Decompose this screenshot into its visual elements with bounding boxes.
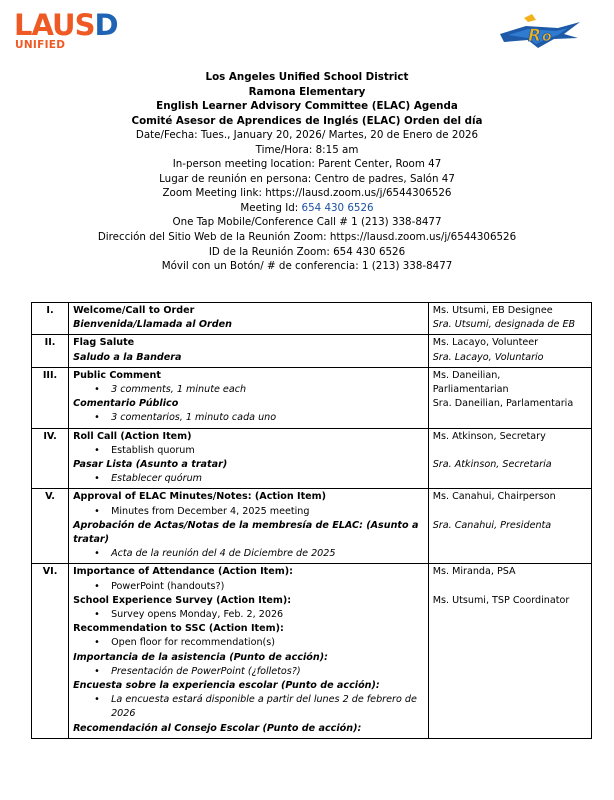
meeting-id-label: Meeting Id: bbox=[240, 201, 302, 214]
item-title-es: Saludo a la Bandera bbox=[73, 351, 182, 363]
logo-text-lau: LAU bbox=[14, 8, 75, 42]
item-title-ssc-es: Recomendación al Consejo Escolar (Punto de acción): bbox=[73, 722, 362, 734]
logo-text-s: S bbox=[74, 8, 95, 42]
meeting-time: Time/Hora: 8:15 am bbox=[255, 143, 359, 156]
svg-text:o: o bbox=[542, 29, 552, 45]
item-description bbox=[69, 303, 429, 335]
meeting-id bbox=[0, 201, 614, 216]
item-description bbox=[69, 367, 429, 428]
agenda-title-en: English Learner Advisory Committee (ELAC) Agenda bbox=[156, 100, 458, 113]
meeting-date: Date/Fecha: Tues., January 20, 2026/ Martes, 20 de Enero de 2026 bbox=[135, 129, 479, 142]
item-number: V. bbox=[32, 489, 69, 564]
agenda-row-1 bbox=[32, 303, 592, 335]
item-title-survey-es: Encuesta sobre la experiencia escolar (Punto de acción): bbox=[73, 680, 380, 692]
item-title-en: Welcome/Call to Order bbox=[73, 305, 195, 316]
agenda-table bbox=[31, 302, 592, 739]
presenter-es: Sra. Canahui, Presidenta bbox=[432, 519, 552, 531]
presenter-es: Sra. Utsumi, designada de EB bbox=[432, 319, 576, 331]
zoom-link[interactable]: Zoom Meeting link: https://lausd.zoom.us/j/6544306526 bbox=[162, 187, 452, 200]
svg-text:R: R bbox=[528, 26, 542, 46]
item-bullet-es: • Acta de la reunión del 4 de Diciembre de 2025 bbox=[111, 547, 424, 561]
item-bullet-en: • 3 comments, 1 minute each bbox=[111, 383, 424, 397]
presenter-1: Ms. Miranda, PSA bbox=[432, 566, 516, 578]
logo-text-unified: UNIFIED bbox=[15, 39, 66, 51]
item-title-en: Roll Call (Action Item) bbox=[73, 430, 192, 442]
agenda-row-6 bbox=[32, 564, 592, 738]
presenter-en: Ms. Utsumi, EB Designee bbox=[432, 305, 553, 316]
item-title-attendance: Importance of Attendance (Action Item): bbox=[73, 566, 293, 578]
item-title-es: Bienvenida/Llamada al Orden bbox=[73, 319, 232, 331]
one-tap-mobile: One Tap Mobile/Conference Call # 1 (213) 338-8477 bbox=[172, 216, 442, 229]
item-description bbox=[69, 428, 429, 489]
presenter-en: Ms. Atkinson, Secretary bbox=[432, 430, 546, 442]
item-number: IV. bbox=[32, 428, 69, 489]
meeting-id-es: ID de la Reunión Zoom: 654 430 6526 bbox=[208, 245, 406, 258]
item-number: VI. bbox=[32, 564, 69, 738]
agenda-row-5 bbox=[32, 489, 592, 564]
item-bullet-en: • Establish quorum bbox=[111, 444, 424, 458]
agenda-row-3 bbox=[32, 367, 592, 428]
item-number: I. bbox=[32, 303, 69, 335]
item-title-en: Flag Salute bbox=[73, 337, 135, 349]
lausd-unified-logo bbox=[14, 10, 122, 52]
item-bullet-attendance-es: • Presentación de PowerPoint (¿folletos?) bbox=[111, 665, 424, 679]
item-presenter bbox=[428, 564, 591, 738]
presenter-2: Ms. Utsumi, TSP Coordinator bbox=[432, 594, 570, 606]
item-bullet-es: • 3 comentarios, 1 minuto cada uno bbox=[111, 411, 424, 425]
item-bullet-attendance: • PowerPoint (handouts?) bbox=[111, 580, 424, 594]
location-en: In-person meeting location: Parent Center, Room 47 bbox=[172, 158, 442, 171]
presenter-en-line1: Ms. Daneilian, bbox=[432, 369, 501, 381]
item-title-ssc: Recommendation to SSC (Action Item): bbox=[73, 623, 284, 635]
presenter-en: Ms. Canahui, Chairperson bbox=[432, 491, 556, 503]
agenda-row-4 bbox=[32, 428, 592, 489]
item-presenter bbox=[428, 367, 591, 428]
school-name: Ramona Elementary bbox=[248, 85, 366, 98]
item-title-es: Comentario Público bbox=[73, 398, 179, 410]
item-number: III. bbox=[32, 367, 69, 428]
item-presenter bbox=[428, 428, 591, 489]
one-tap-mobile-es: Móvil con un Botón/ # de conferencia: 1 (213) 338-8477 bbox=[161, 260, 453, 273]
presenter-es: Sra. Daneilian, Parlamentaria bbox=[432, 398, 574, 410]
presenter-en-line2: Parliamentarian bbox=[432, 384, 509, 396]
item-title-attendance-es: Importancia de la asistencia (Punto de acción): bbox=[73, 651, 328, 663]
item-title-survey: School Experience Survey (Action Item): bbox=[73, 594, 292, 606]
item-bullet-ssc: • Open floor for recommendation(s) bbox=[111, 636, 424, 650]
logo-text-d: D bbox=[94, 8, 118, 42]
ramona-school-logo bbox=[498, 12, 582, 52]
item-number: II. bbox=[32, 335, 69, 367]
presenter-es: Sra. Atkinson, Secretaria bbox=[432, 458, 552, 470]
item-bullet-survey-es: • La encuesta estará disponible a partir del lunes 2 de febrero de 2026 bbox=[111, 693, 424, 721]
item-presenter bbox=[428, 489, 591, 564]
item-bullet-en: • Minutes from December 4, 2025 meeting bbox=[111, 505, 424, 519]
item-presenter bbox=[428, 303, 591, 335]
item-title-en: Approval of ELAC Minutes/Notes: (Action Item) bbox=[73, 491, 327, 503]
agenda-row-2 bbox=[32, 335, 592, 367]
presenter-es: Sra. Lacayo, Voluntario bbox=[432, 351, 544, 363]
item-bullet-survey: • Survey opens Monday, Feb. 2, 2026 bbox=[111, 608, 424, 622]
location-es: Lugar de reunión en persona: Centro de padres, Salón 47 bbox=[159, 172, 455, 185]
item-presenter bbox=[428, 335, 591, 367]
item-title-es: Pasar Lista (Asunto a tratar) bbox=[73, 459, 228, 471]
item-title-en: Public Comment bbox=[73, 369, 161, 381]
item-bullet-es: • Establecer quórum bbox=[111, 472, 424, 486]
item-description bbox=[69, 564, 429, 738]
item-description bbox=[69, 335, 429, 367]
presenter-en: Ms. Lacayo, Volunteer bbox=[432, 337, 539, 349]
item-description bbox=[69, 489, 429, 564]
district-name: Los Angeles Unified School District bbox=[205, 71, 409, 83]
item-title-es: Aprobación de Actas/Notas de la membresía de ELAC: (Asunto a tratar) bbox=[73, 519, 419, 546]
meeting-id-value[interactable]: 654 430 6526 bbox=[301, 201, 374, 214]
zoom-link-es[interactable]: Dirección del Sitio Web de la Reunión Zoom: https://lausd.zoom.us/j/6544306526 bbox=[97, 231, 517, 244]
agenda-title-es: Comité Asesor de Aprendices de Inglés (ELAC) Orden del día bbox=[131, 114, 483, 127]
agenda-header bbox=[0, 70, 614, 274]
